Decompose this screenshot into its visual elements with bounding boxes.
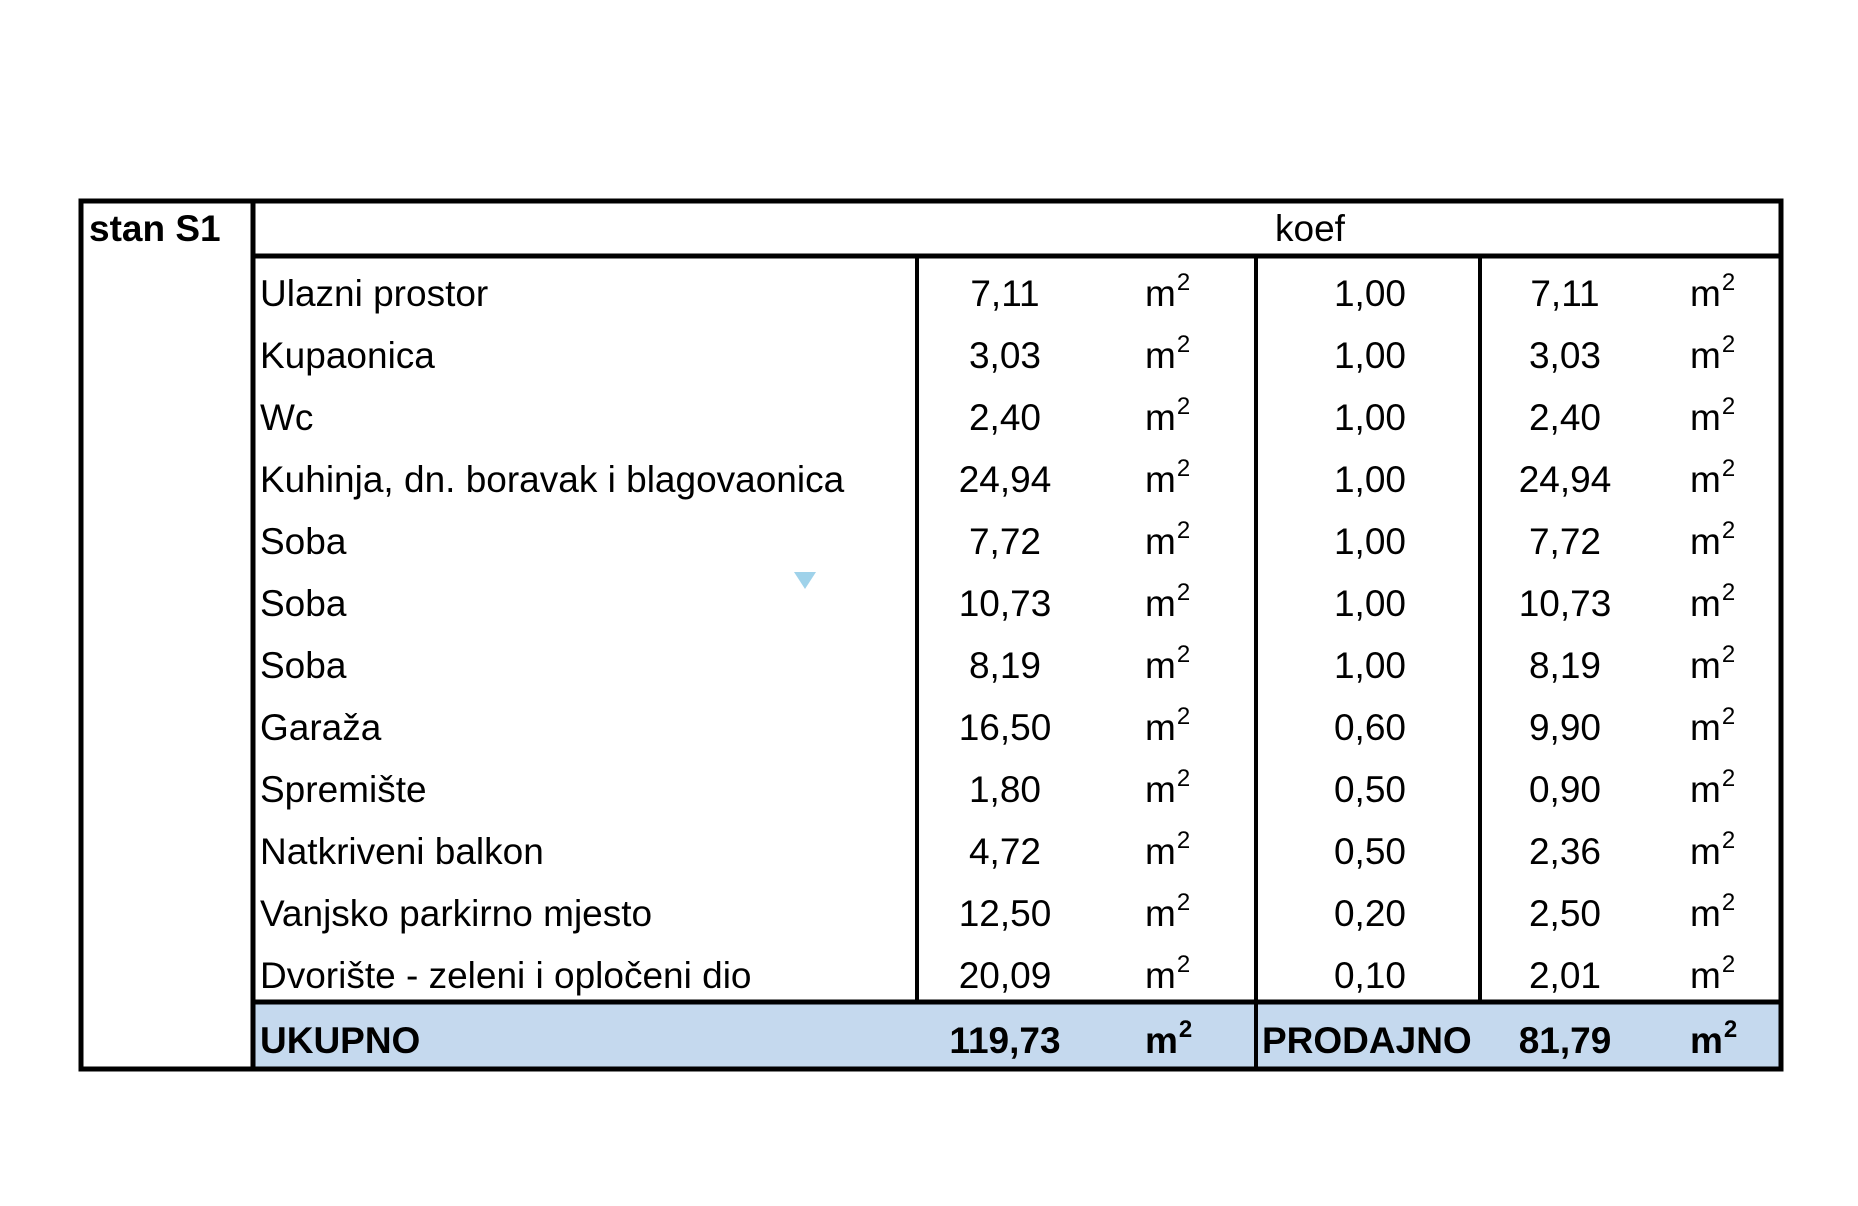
room-area-unit: $m^2$ — [1145, 951, 1191, 996]
room-net-area-unit: $m^2$ — [1690, 765, 1736, 810]
room-net-area-unit: $m^2$ — [1690, 827, 1736, 872]
room-area: 4,72 — [968, 831, 1041, 872]
room-net-area: 9,90 — [1528, 707, 1601, 748]
unit-label: stan S1 — [89, 208, 221, 249]
room-name: Vanjsko parkirno mjesto — [260, 893, 653, 934]
total-area-unit: $m^2$ — [1145, 1016, 1193, 1061]
room-area-unit: $m^2$ — [1145, 579, 1191, 624]
room-name: Spremište — [260, 769, 427, 810]
room-net-area-unit: $m^2$ — [1690, 579, 1736, 624]
room-net-area: 8,19 — [1528, 645, 1601, 686]
room-coef: 1,00 — [1333, 273, 1406, 314]
room-net-area-unit: $m^2$ — [1690, 889, 1736, 934]
room-area: 10,73 — [958, 583, 1052, 624]
room-net-area-unit: $m^2$ — [1690, 331, 1736, 376]
room-net-area-unit: $m^2$ — [1690, 641, 1736, 686]
room-name: Kuhinja, dn. boravak i blagovaonica — [260, 459, 845, 500]
room-area-unit: $m^2$ — [1145, 331, 1191, 376]
room-coef: 0,60 — [1333, 707, 1406, 748]
room-net-area: 3,03 — [1528, 335, 1601, 376]
room-name: Wc — [260, 397, 314, 438]
room-area: 20,09 — [958, 955, 1052, 996]
room-net-area: 10,73 — [1518, 583, 1612, 624]
room-net-area-unit: $m^2$ — [1690, 951, 1736, 996]
room-coef: 1,00 — [1333, 459, 1406, 500]
room-area-unit: $m^2$ — [1145, 641, 1191, 686]
room-name: Soba — [260, 645, 347, 686]
room-net-area-unit: $m^2$ — [1690, 703, 1736, 748]
room-coef: 0,10 — [1333, 955, 1406, 996]
room-net-area: 2,36 — [1528, 831, 1601, 872]
room-area: 7,72 — [968, 521, 1041, 562]
room-area-unit: $m^2$ — [1145, 889, 1191, 934]
filter-marker-icon — [794, 572, 816, 589]
room-coef: 1,00 — [1333, 397, 1406, 438]
room-coef: 1,00 — [1333, 583, 1406, 624]
room-area: 7,11 — [970, 273, 1040, 314]
sale-area-unit: $m^2$ — [1690, 1016, 1738, 1061]
room-area: 8,19 — [968, 645, 1041, 686]
room-area-unit: $m^2$ — [1145, 703, 1191, 748]
room-name: Ulazni prostor — [260, 273, 489, 314]
room-name: Kupaonica — [260, 335, 435, 376]
room-net-area-unit: $m^2$ — [1690, 393, 1736, 438]
room-net-area: 7,11 — [1530, 273, 1600, 314]
room-area: 1,80 — [968, 769, 1041, 810]
room-net-area: 0,90 — [1528, 769, 1601, 810]
room-area: 12,50 — [958, 893, 1052, 934]
room-name: Natkriveni balkon — [260, 831, 544, 872]
room-coef: 0,20 — [1333, 893, 1406, 934]
total-label: UKUPNO — [260, 1020, 421, 1061]
room-area-unit: $m^2$ — [1145, 269, 1191, 314]
coef-header: koef — [1275, 208, 1345, 249]
sale-area: 81,79 — [1518, 1020, 1612, 1061]
room-area: 16,50 — [958, 707, 1052, 748]
room-name: Garaža — [260, 707, 382, 748]
sale-label: PRODAJNO — [1262, 1020, 1472, 1061]
room-area-unit: $m^2$ — [1145, 455, 1191, 500]
room-area-unit: $m^2$ — [1145, 517, 1191, 562]
total-area: 119,73 — [949, 1020, 1061, 1061]
room-coef: 1,00 — [1333, 521, 1406, 562]
room-coef: 1,00 — [1333, 645, 1406, 686]
room-net-area-unit: $m^2$ — [1690, 269, 1736, 314]
room-coef: 0,50 — [1333, 769, 1406, 810]
room-area-unit: $m^2$ — [1145, 765, 1191, 810]
room-area-unit: $m^2$ — [1145, 393, 1191, 438]
room-net-area: 2,01 — [1528, 955, 1601, 996]
room-area-unit: $m^2$ — [1145, 827, 1191, 872]
room-area: 2,40 — [968, 397, 1041, 438]
room-area: 24,94 — [958, 459, 1052, 500]
room-area: 3,03 — [968, 335, 1041, 376]
room-net-area: 2,50 — [1528, 893, 1601, 934]
room-name: Soba — [260, 583, 347, 624]
room-net-area-unit: $m^2$ — [1690, 455, 1736, 500]
room-coef: 0,50 — [1333, 831, 1406, 872]
room-name: Dvorište - zeleni i opločeni dio — [260, 955, 752, 996]
room-net-area-unit: $m^2$ — [1690, 517, 1736, 562]
room-net-area: 7,72 — [1528, 521, 1601, 562]
room-net-area: 2,40 — [1528, 397, 1601, 438]
room-name: Soba — [260, 521, 347, 562]
room-net-area: 24,94 — [1518, 459, 1612, 500]
room-coef: 1,00 — [1333, 335, 1406, 376]
